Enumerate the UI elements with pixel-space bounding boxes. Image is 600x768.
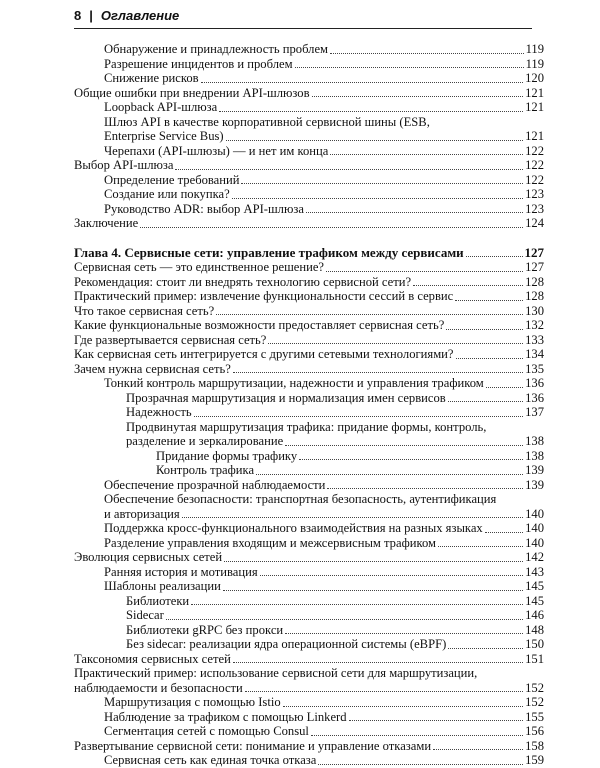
toc-entry-page: 135 <box>525 361 544 376</box>
dot-leader <box>438 546 523 547</box>
toc-entry-title: разделение и зеркалирование <box>126 434 284 448</box>
toc-entry <box>74 246 544 261</box>
dot-leader <box>224 561 523 562</box>
dot-leader <box>256 474 523 475</box>
toc-entry-title: Сервисная сеть как единая точка отказа <box>104 753 317 767</box>
toc-entry-title: Рекомендация: стоит ли внедрять технологию сервисной сети? <box>74 274 412 289</box>
toc-entry-title: Обеспечение прозрачной наблюдаемости <box>104 477 326 492</box>
page-number: 8 <box>74 8 82 23</box>
toc-entry-page: 145 <box>525 579 544 593</box>
toc-entry <box>74 129 544 144</box>
dot-leader <box>245 691 523 692</box>
toc-entry-title: наблюдаемости и безопасности <box>74 680 243 695</box>
toc-entry <box>74 579 544 594</box>
toc-entry <box>74 637 544 652</box>
toc-entry-title: Loopback API-шлюза <box>104 100 218 114</box>
toc-entry <box>74 100 544 115</box>
toc-entry-page: 139 <box>525 463 544 477</box>
toc-entry <box>74 681 544 696</box>
toc-entry <box>74 216 544 231</box>
toc-entry-page: 128 <box>525 289 544 303</box>
section-gap <box>74 231 544 246</box>
dot-leader <box>232 198 523 199</box>
toc-entry <box>74 724 544 739</box>
toc-entry <box>74 739 544 754</box>
toc-entry-page: 120 <box>525 71 544 85</box>
page-header <box>74 8 179 23</box>
toc-entry <box>74 173 544 188</box>
dot-leader <box>223 590 523 591</box>
dot-leader <box>219 111 523 112</box>
toc-entry-title: Эволюция сервисных сетей <box>74 550 223 564</box>
toc-entry-page: 150 <box>525 637 544 651</box>
toc-entry-page: 122 <box>525 143 544 158</box>
toc-entry-page: 140 <box>525 521 544 535</box>
toc-entry <box>74 318 544 333</box>
dot-leader <box>241 183 523 184</box>
toc-entry-page: 124 <box>525 216 544 230</box>
toc-entry-title: Какие функциональные возможности предоставляет сервисная сеть? <box>74 318 445 332</box>
toc-entry-title: Без sidecar: реализации ядра операционной системы (eBPF) <box>126 637 447 651</box>
dot-leader <box>466 256 523 257</box>
toc-entry-page: 136 <box>525 376 544 390</box>
toc-entry-title: Заключение <box>74 216 139 230</box>
dot-leader <box>295 67 524 68</box>
toc-entry <box>74 623 544 638</box>
toc-entry-title: Развертывание сервисной сети: понимание и управление отказами <box>74 738 432 753</box>
header-title: Оглавление <box>100 8 180 23</box>
toc-entry-title: Глава 4. Сервисные сети: управление трафиком между сервисами <box>74 244 464 260</box>
toc-entry-page: 148 <box>525 622 544 637</box>
toc-entry-title: Enterprise Service Bus) <box>104 129 224 143</box>
dot-leader <box>456 358 524 359</box>
toc-entry-title: Ранняя история и мотивация <box>104 564 258 579</box>
toc-entry-page: 139 <box>525 477 544 492</box>
toc-entry-page: 146 <box>525 608 544 622</box>
toc-entry-page: 158 <box>525 738 544 753</box>
toc-entry-title: Выбор API-шлюза <box>74 158 174 172</box>
dot-leader <box>268 343 523 344</box>
dot-leader <box>455 300 523 301</box>
toc-entry-page: 121 <box>525 129 544 143</box>
toc-entry-title: Сегментация сетей с помощью Consul <box>104 724 309 738</box>
toc-entry-page: 152 <box>525 680 544 695</box>
dot-leader <box>175 169 523 170</box>
toc-entry <box>74 521 544 536</box>
toc-entry <box>74 507 544 522</box>
toc-entry-title: Практический пример: извлечение функциональности сессий в сервис <box>74 289 454 303</box>
toc-entry-page: 123 <box>525 201 544 216</box>
toc-entry-page: 156 <box>525 724 544 738</box>
dot-leader <box>285 445 523 446</box>
toc-entry <box>74 405 544 420</box>
toc-entry-page: 119 <box>525 56 544 71</box>
toc-entry-title: Зачем нужна сервисная сеть? <box>74 361 231 376</box>
toc-entry <box>74 187 544 202</box>
toc-entry-page: 138 <box>525 448 544 463</box>
toc-entry-page: 134 <box>525 347 544 361</box>
toc-entry-title: Где развертывается сервисная сеть? <box>74 332 267 347</box>
toc-entry-page: 140 <box>525 506 544 521</box>
toc-entry <box>74 594 544 609</box>
dot-leader <box>349 720 524 721</box>
dot-leader <box>201 82 524 83</box>
dot-leader <box>182 517 523 518</box>
dot-leader <box>485 532 523 533</box>
dot-leader <box>486 387 523 388</box>
toc-entry-page: 127 <box>524 244 544 260</box>
toc-entry <box>74 434 544 449</box>
toc-entry-line: Обеспечение безопасности: транспортная безопасность, аутентификация <box>104 492 497 506</box>
toc-entry-title: Сервисная сеть — это единственное решение? <box>74 260 325 274</box>
toc-entry-page: 145 <box>525 593 544 608</box>
dot-leader <box>330 154 523 155</box>
toc-entry <box>74 347 544 362</box>
toc-entry-line: Шлюз API в качестве корпоративной сервисной шины (ESB, <box>104 114 430 129</box>
toc-entry-title: Черепахи (API-шлюзы) — и нет им конца <box>104 143 329 158</box>
dot-leader <box>318 764 523 765</box>
toc-entry <box>74 608 544 623</box>
toc-entry-title: и авторизация <box>104 506 180 521</box>
toc-entry-page: 119 <box>525 42 544 56</box>
toc-entry-title: Руководство ADR: выбор API-шлюза <box>104 201 304 216</box>
toc-entry-page: 138 <box>525 434 544 448</box>
toc-entry-page: 143 <box>525 564 544 579</box>
dot-leader <box>299 459 523 460</box>
toc-entry <box>74 449 544 464</box>
dot-leader <box>446 329 523 330</box>
header-rule <box>74 28 532 29</box>
toc-entry-title: Надежность <box>126 405 192 419</box>
toc-entry-title: Общие ошибки при внедрении API-шлюзов <box>74 85 310 100</box>
toc-entry-title: Как сервисная сеть интегрируется с другими сетевыми технологиями? <box>74 347 454 361</box>
toc-entry-title: Маршрутизация с помощью Istio <box>104 695 281 709</box>
dot-leader <box>283 706 523 707</box>
toc-entry-page: 140 <box>525 535 544 550</box>
toc-entry <box>74 57 544 72</box>
dot-leader <box>233 662 523 663</box>
toc-entry-page: 132 <box>525 318 544 332</box>
toc-entry <box>74 71 544 86</box>
toc-entry-title: Разделение управления входящим и межсервисным трафиком <box>104 535 436 550</box>
toc-entry <box>74 275 544 290</box>
toc-entry <box>74 304 544 319</box>
toc-entry <box>74 144 544 159</box>
dot-leader <box>306 212 523 213</box>
toc-entry <box>74 536 544 551</box>
dot-leader <box>285 633 523 634</box>
dot-leader <box>166 619 523 620</box>
toc-entry <box>74 86 544 101</box>
toc-entry <box>74 652 544 667</box>
toc-entry-title: Тонкий контроль маршрутизации, надежности и управления трафиком <box>104 376 484 390</box>
toc-entry-page: 121 <box>525 85 544 100</box>
dot-leader <box>448 648 523 649</box>
table-of-contents <box>74 42 544 768</box>
toc-entry-page: 133 <box>525 332 544 347</box>
dot-leader <box>311 735 523 736</box>
toc-entry <box>74 478 544 493</box>
toc-entry <box>74 260 544 275</box>
toc-entry-title: Разрешение инцидентов и проблем <box>104 56 293 71</box>
toc-entry-title: Снижение рисков <box>104 71 199 85</box>
toc-entry-title: Что такое сервисная сеть? <box>74 303 215 318</box>
toc-entry-page: 155 <box>525 709 544 724</box>
toc-entry-title: Наблюдение за трафиком с помощью Linkerd <box>104 709 347 724</box>
dot-leader <box>226 140 524 141</box>
dot-leader <box>413 285 523 286</box>
toc-entry-page: 152 <box>525 695 544 709</box>
toc-entry-title: Библиотеки gRPC без прокси <box>126 622 284 637</box>
toc-entry <box>74 42 544 57</box>
dot-leader <box>326 271 523 272</box>
dot-leader <box>233 372 523 373</box>
toc-entry <box>74 202 544 217</box>
dot-leader <box>448 401 523 402</box>
toc-entry-page: 159 <box>525 753 544 767</box>
dot-leader <box>330 53 524 54</box>
toc-entry-title: Поддержка кросс-функционального взаимодействия на разных языках <box>104 521 483 535</box>
toc-entry-page: 151 <box>525 651 544 666</box>
toc-entry-title: Библиотеки <box>126 593 190 608</box>
toc-entry-title: Контроль трафика <box>156 463 255 477</box>
toc-entry-page: 123 <box>525 187 544 201</box>
toc-entry <box>74 695 544 710</box>
toc-entry-line: Практический пример: использование сервисной сети для маршрутизации, <box>74 666 478 680</box>
toc-entry-title: Шаблоны реализации <box>104 579 221 593</box>
dot-leader <box>216 314 523 315</box>
dot-leader <box>312 96 524 97</box>
toc-entry-page: 142 <box>525 550 544 564</box>
toc-entry <box>74 289 544 304</box>
toc-entry <box>74 376 544 391</box>
toc-entry-title: Прозрачная маршрутизация и нормализация имен сервисов <box>126 390 446 405</box>
dot-leader <box>140 227 523 228</box>
toc-entry-title: Sidecar <box>126 608 164 622</box>
toc-entry <box>74 333 544 348</box>
toc-entry <box>74 391 544 406</box>
toc-entry-page: 136 <box>525 390 544 405</box>
toc-entry-title: Создание или покупка? <box>104 187 230 201</box>
toc-entry-page: 122 <box>525 172 544 187</box>
dot-leader <box>260 575 523 576</box>
toc-entry-line: Продвинутая маршрутизация трафика: придание формы, контроль, <box>126 419 487 434</box>
toc-entry-title: Таксономия сервисных сетей <box>74 651 231 666</box>
toc-entry-title: Придание формы трафику <box>156 448 298 463</box>
toc-entry-page: 121 <box>525 100 544 114</box>
header-separator: | <box>89 8 93 23</box>
toc-entry-page: 137 <box>525 405 544 419</box>
toc-entry <box>74 565 544 580</box>
toc-entry-page: 127 <box>525 260 544 274</box>
toc-entry <box>74 362 544 377</box>
dot-leader <box>327 488 523 489</box>
toc-entry-title: Обнаружение и принадлежность проблем <box>104 42 329 56</box>
toc-entry-page: 128 <box>525 274 544 289</box>
toc-entry <box>74 753 544 768</box>
toc-entry-page: 130 <box>525 303 544 318</box>
dot-leader <box>191 604 523 605</box>
toc-entry-page: 122 <box>525 158 544 172</box>
dot-leader <box>194 416 524 417</box>
toc-entry <box>74 463 544 478</box>
toc-entry-title: Определение требований <box>104 172 240 187</box>
toc-entry <box>74 550 544 565</box>
toc-entry <box>74 158 544 173</box>
toc-entry <box>74 710 544 725</box>
